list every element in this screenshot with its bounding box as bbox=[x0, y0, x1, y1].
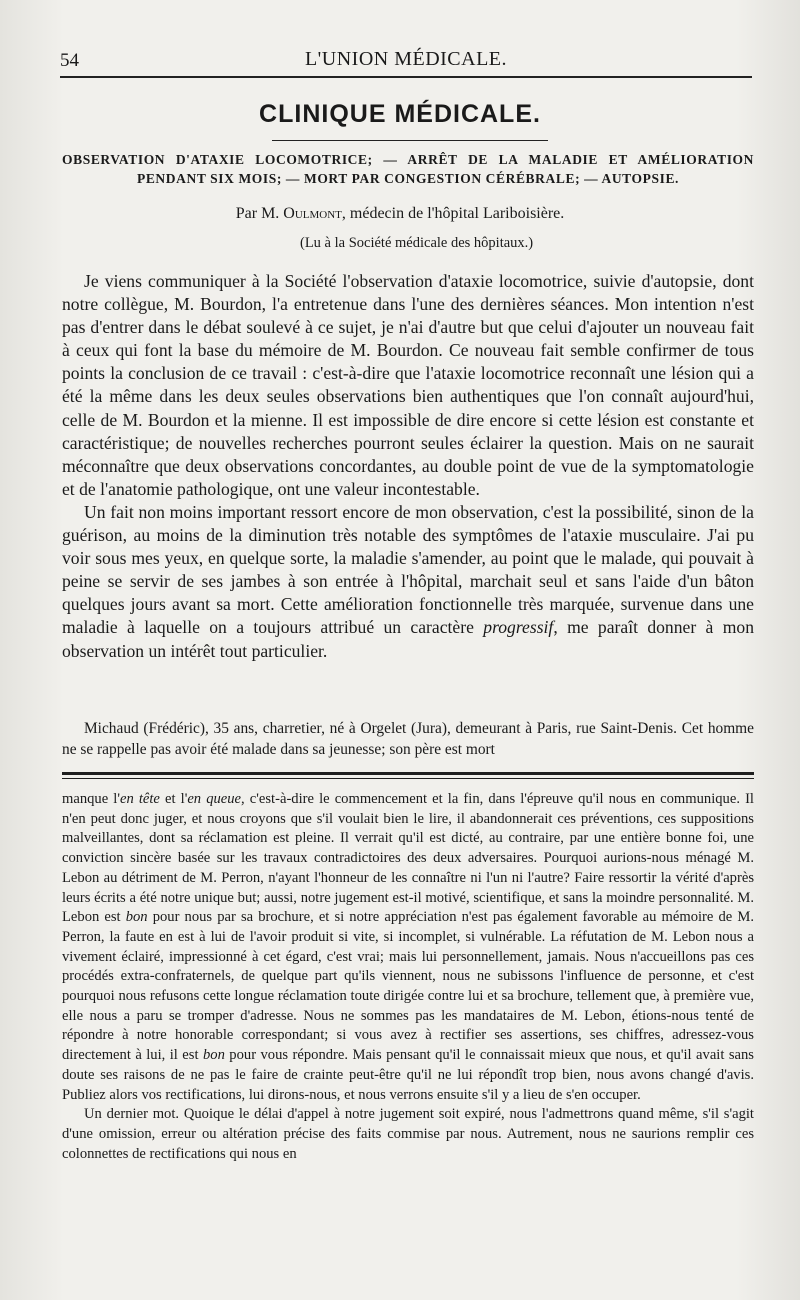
article-paragraph-1: Je viens communiquer à la Société l'observation d'ataxie locomotrice, suivie d'autopsie, dont notre collègue, M. Bourdon, l'a entretenue dans l'une des dernières séances. Mon intention n'est pas d'entrer dans le débat soulevé à ce sujet, je n'ai d'autre but que celui d'ajouter un nouveau fait à ceux qui font la base du mémoire de M. Bourdon. Ce nouveau fait semble confirmer de tous points la conclusion de ce travail : c'est-à-dire que l'ataxie locomotrice reconnaît une lésion qui a été la même dans les deux seules observations bien authentiques que l'on connaît aujourd'hui, celle de M. Bourdon et la mienne. Il est impossible de dire encore si cette lésion est constante et caractéristique; de nouvelles recherches pourront seules éclairer la question. Mais on ne saurait méconnaître que deux observations concordantes, au double point de vue de la symptomatologie et de l'anatomie pathologique, ont une valeur incontestable. bbox=[62, 271, 754, 499]
lower-p1-a: manque l' bbox=[62, 791, 120, 807]
lower-paragraph-2: Un dernier mot. Quoique le délai d'appel à notre jugement soit expiré, nous l'admettrons quand même, s'il s'agit d'une omission, erreur ou altération précise des faits commise par nous. Autrement, nous ne saurions remplir ces colonnettes de rectifications qui nous en bbox=[62, 1106, 754, 1162]
article-paragraph-2-before: Un fait non moins important ressort encore de mon observation, c'est la possibilité, sinon de la guérison, au moins de la diminution très notable des symptômes de l'ataxie musculaire. J'ai pu voir sous mes yeux, en quelque sorte, la maladie s'amender, au point que le malade, qui pouvait à peine se servir de ses jambes à son entrée à l'hôpital, marchait seul et sans l'aide d'un bâton quelques jours avant sa mort. Cette amélioration fonctionnelle très marquée, survenue dans une maladie à laquelle on a toujours attribué un caractère bbox=[62, 501, 754, 638]
lower-p1-italic-4: bon bbox=[202, 1047, 225, 1064]
byline-author: Oulmont bbox=[283, 205, 342, 222]
lower-paragraph-1 bbox=[62, 790, 754, 1105]
case-paragraph: Michaud (Frédéric), 35 ans, charretier, né à Orgelet (Jura), demeurant à Paris, rue Saint-Denis. Cet homme ne se rappelle pas avoir été malade dans sa jeunesse; son père est mort bbox=[62, 720, 754, 758]
article-paragraph-2-italic: progressif bbox=[483, 617, 554, 638]
journal-title: L'UNION MÉDICALE. bbox=[304, 48, 508, 70]
article-paragraph-2 bbox=[62, 501, 754, 663]
running-head bbox=[60, 46, 752, 78]
lower-p1-italic-2: en queue bbox=[187, 791, 242, 807]
page-number: 54 bbox=[60, 50, 79, 71]
title-rule bbox=[272, 140, 548, 141]
lower-p1-italic-1: en tête bbox=[119, 791, 160, 807]
observation-title bbox=[62, 150, 754, 188]
article-body bbox=[62, 270, 754, 663]
read-at-note: (Lu à la Société médicale des hôpitaux.) bbox=[300, 235, 534, 251]
byline-prefix: Par M. bbox=[235, 205, 284, 222]
article-paragraph-2-after: , me paraît donner à mon observation un intérêt tout particulier. bbox=[62, 617, 754, 661]
section-title: CLINIQUE MÉDICALE. bbox=[259, 100, 541, 128]
feuilleton-divider bbox=[62, 772, 754, 779]
observation-title-line-2: PENDANT SIX MOIS; — MORT PAR CONGESTION CÉRÉBRALE; — AUTOPSIE. bbox=[136, 171, 680, 186]
lower-p1-b: et l' bbox=[159, 791, 188, 807]
lower-p1-d: pour nous par sa brochure, et si notre appréciation n'est pas également favorable au mémoire de M. Perron, la faute en est à lui de l'avoir produit si vite, si incomplet, si vulnérable. La réfutation de M. Lebon nous a vivement éclairé, impressionné à cet égard, c'est vrai; mais lui personnellement, jamais. Nous n'accueillons pas ces procédés extra-confraternels, de quelque part qu'ils viennent, nous ne subissons l'influence de personne, et c'est pourquoi nous refusons cette longue réclamation toute dirigée contre lui et sa brochure, tellement que, à première vue, elle nous a paru se tromper d'adresse. Nous ne sommes pas les mandataires de M. Lebon, étions-nous tenté de répondre à notre honorable correspondant; si vous avez à rectifier ses assertions, ses chiffres, adressez-vous directement à lui, il est bbox=[62, 909, 754, 1064]
observation-title-line-1: OBSERVATION D'ATAXIE LOCOMOTRICE; — ARRÊT DE LA MALADIE ET AMÉLIORATION bbox=[62, 152, 754, 167]
lower-column bbox=[62, 790, 754, 1164]
byline-suffix: , médecin de l'hôpital Lariboisière. bbox=[341, 205, 565, 222]
lower-p1-e: pour vous répondre. Mais pensant qu'il le connaissait mieux que nous, et qu'il avait sans doute ses raisons de ne pas le faire de crainte peut-être qu'il ne lui répondît trop bien, nous avons changé d'avis. Publiez alors vos rectifications, lui dirons-nous, et nous verrons ensuite s'il y a lieu de s'en occuper. bbox=[62, 1047, 754, 1103]
lower-p1-italic-3: bon bbox=[125, 909, 148, 926]
case-body bbox=[62, 718, 754, 760]
byline bbox=[0, 205, 800, 223]
lower-p1-c: , c'est-à-dire le commencement et la fin, dans l'épreuve qu'il nous en communique. Il n'en peut donc juger, et nous croyons que s'il voulait bien le lire, il abandonnerait ces préventions, ces suppositions malveillantes, dont sa réclamation est pleine. Il verrait qu'il est dicté, au contraire, par une entière bonne foi, une conviction sincère basée sur les travaux contradictoires des deux adversaires. Pourquoi aurions-nous ménagé M. Lebon au détriment de M. Perron, n'ayant l'honneur de les connaître ni l'un ni l'autre? Faire ressortir la vérité d'après leurs écrits a été notre unique but; aussi, notre jugement est-il motivé, scientifique, et sans la moindre personnalité. M. Lebon est bbox=[62, 791, 754, 926]
